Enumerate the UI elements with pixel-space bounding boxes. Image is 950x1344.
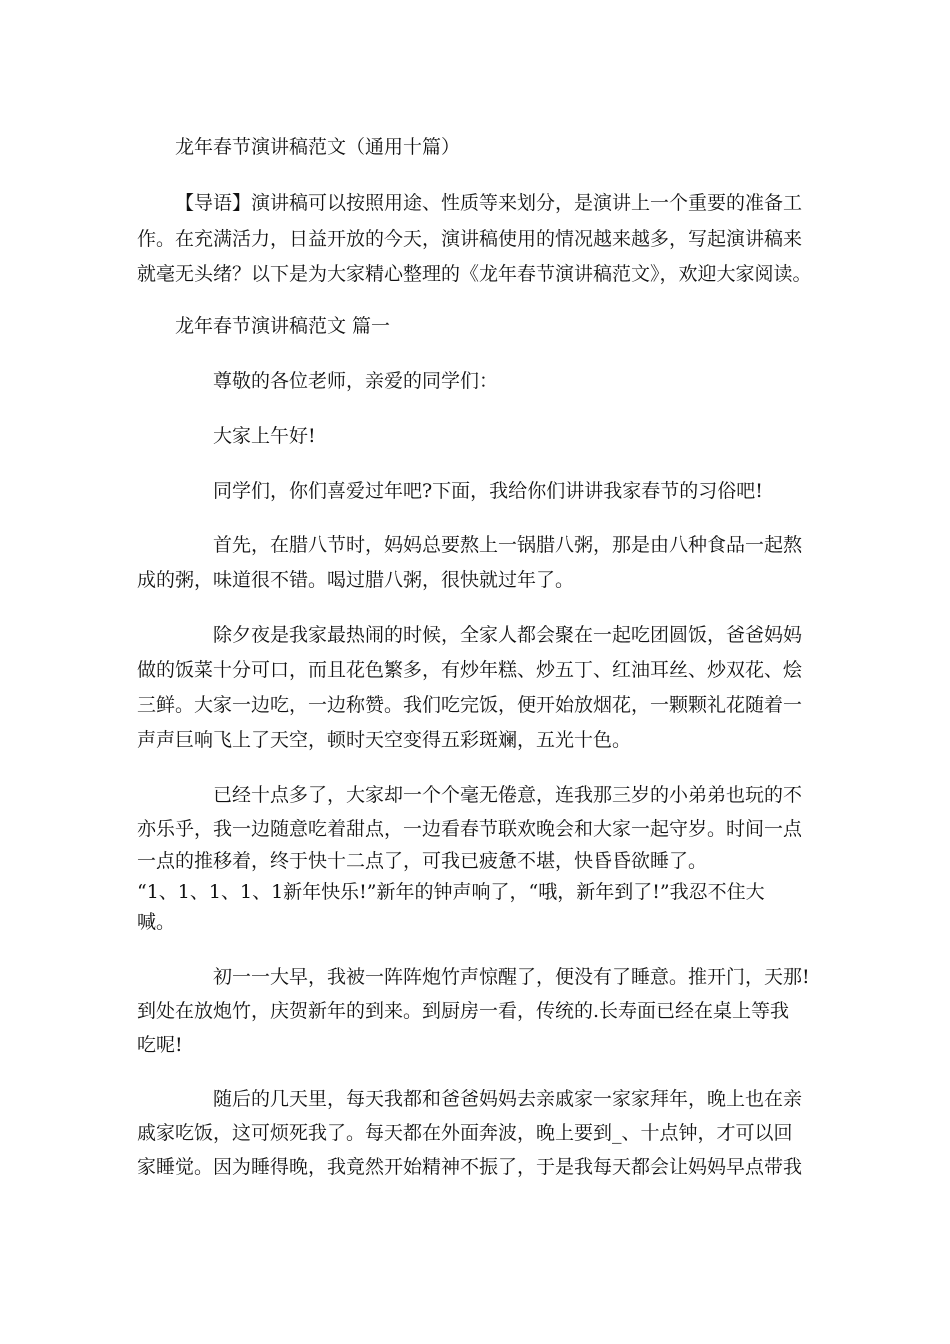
section-heading: 龙年春节演讲稿范文 篇一 <box>175 315 391 337</box>
document-title: 龙年春节演讲稿范文（通用十篇） <box>175 136 461 158</box>
paragraph-5-line-3: 吃呢! <box>137 1034 183 1056</box>
paragraph-3-line-2: 做的饭菜十分可口，而且花色繁多，有炒年糕、炒五丁、红油耳丝、炒双花、烩 <box>137 659 803 681</box>
paragraph-4-line-2: 亦乐乎，我一边随意吃着甜点，一边看春节联欢晚会和大家一起守岁。时间一点 <box>137 818 803 840</box>
paragraph-4-line-1: 已经十点多了，大家却一个个毫无倦意，连我那三岁的小弟弟也玩的不 <box>213 784 803 806</box>
paragraph-3-line-3: 三鲜。大家一边吃，一边称赞。我们吃完饭，便开始放烟花，一颗颗礼花随着一 <box>137 694 803 716</box>
intro-line-1: 【导语】演讲稿可以按照用途、性质等来划分，是演讲上一个重要的准备工 <box>175 192 803 214</box>
paragraph-3-line-4: 声声巨响飞上了天空，顿时天空变得五彩斑斓，五光十色。 <box>137 729 632 751</box>
intro-line-2: 作。在充满活力，日益开放的今天，演讲稿使用的情况越来越多，写起演讲稿来 <box>137 228 803 250</box>
paragraph-5-line-2: 到处在放炮竹，庆贺新年的到来。到厨房一看，传统的.长寿面已经在桌上等我 <box>137 1000 790 1022</box>
paragraph-2-line-1: 首先，在腊八节时，妈妈总要熬上一锅腊八粥，那是由八种食品一起熬 <box>213 534 803 556</box>
salutation: 尊敬的各位老师，亲爱的同学们： <box>213 370 499 392</box>
paragraph-5-line-1: 初一一大早，我被一阵阵炮竹声惊醒了，便没有了睡意。推开门，天那! <box>213 966 810 988</box>
paragraph-6-line-1: 随后的几天里，每天我都和爸爸妈妈去亲戚家一家家拜年，晚上也在亲 <box>213 1088 803 1110</box>
paragraph-2-line-2: 成的粥，味道很不错。喝过腊八粥，很快就过年了。 <box>137 569 575 591</box>
paragraph-4-line-5: 喊。 <box>137 911 176 933</box>
paragraph-4-line-4: “1、1、1、1、1新年快乐!”新年的钟声响了，“哦，新年到了!”我忍不住大 <box>137 881 765 903</box>
intro-line-3: 就毫无头绪？以下是为大家精心整理的《龙年春节演讲稿范文》，欢迎大家阅读。 <box>137 263 812 285</box>
paragraph-3-line-1: 除夕夜是我家最热闹的时候，全家人都会聚在一起吃团圆饭，爸爸妈妈 <box>213 624 803 646</box>
greeting: 大家上午好! <box>213 425 316 447</box>
paragraph-6-line-3: 家睡觉。因为睡得晚，我竟然开始精神不振了，于是我每天都会让妈妈早点带我 <box>137 1156 803 1178</box>
paragraph-4-line-3: 一点的推移着，终于快十二点了，可我已疲惫不堪，快昏昏欲睡了。 <box>137 850 708 872</box>
paragraph-1-line-1: 同学们，你们喜爱过年吧?下面，我给你们讲讲我家春节的习俗吧! <box>213 480 763 502</box>
paragraph-6-line-2: 戚家吃饭，这可烦死我了。每天都在外面奔波，晚上要到_、十点钟，才可以回 <box>137 1122 793 1144</box>
